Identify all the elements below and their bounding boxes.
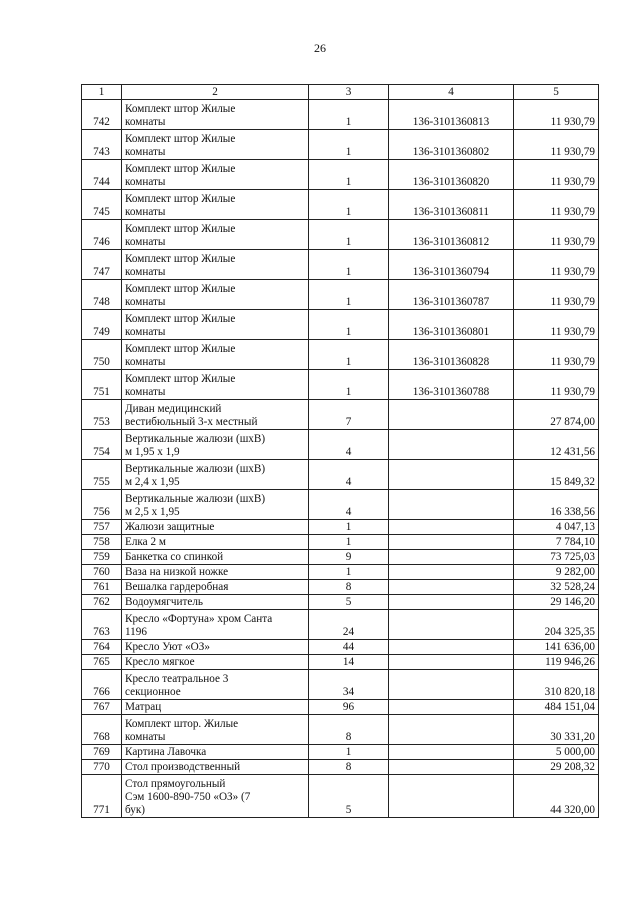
item-name-line: Вешалка гардеробная [125,581,229,593]
item-name-line: Матрац [125,701,162,713]
item-quantity: 1 [309,220,389,250]
item-name [122,565,309,580]
inventory-number [389,490,514,520]
inventory-number [389,760,514,775]
item-name-line: Сэм 1600-890-750 «ОЗ» (7 [125,791,251,803]
column-header: 4 [389,85,514,100]
row-number: 770 [82,760,122,775]
row-number: 753 [82,400,122,430]
inventory-number: 136-3101360828 [389,340,514,370]
item-name-line: Комплект штор. Жилые [125,718,239,730]
item-name-line: Жалюзи защитные [125,521,215,533]
row-number: 762 [82,595,122,610]
table-row [82,580,599,595]
table-row [82,550,599,565]
row-number: 758 [82,535,122,550]
row-number: 743 [82,130,122,160]
inventory-number [389,655,514,670]
inventory-number [389,745,514,760]
item-name [122,460,309,490]
inventory-number: 136-3101360788 [389,370,514,400]
item-name-line: комнаты [125,386,166,398]
item-name [122,595,309,610]
inventory-number: 136-3101360812 [389,220,514,250]
item-name-line: м 1,95 х 1,9 [125,446,180,458]
item-amount: 11 930,79 [514,190,599,220]
item-name-line: комнаты [125,296,166,308]
inventory-number [389,595,514,610]
item-quantity: 5 [309,595,389,610]
table-row [82,340,599,370]
item-name [122,130,309,160]
item-amount: 11 930,79 [514,310,599,340]
inventory-number [389,565,514,580]
row-number: 756 [82,490,122,520]
item-name-line: Кресло мягкое [125,656,195,668]
item-quantity: 1 [309,520,389,535]
row-number: 771 [82,775,122,818]
item-name [122,655,309,670]
item-name-line: Комплект штор Жилые [125,133,236,145]
inventory-number [389,640,514,655]
row-number: 767 [82,700,122,715]
row-number: 745 [82,190,122,220]
column-header: 1 [82,85,122,100]
inventory-number: 136-3101360802 [389,130,514,160]
item-name-line: Стол прямоугольный [125,778,226,790]
inventory-number [389,715,514,745]
item-name-line: Комплект штор Жилые [125,283,236,295]
item-amount: 119 946,26 [514,655,599,670]
item-quantity: 5 [309,775,389,818]
item-name-line: Комплект штор Жилые [125,103,236,115]
item-name-line: Комплект штор Жилые [125,253,236,265]
item-name [122,160,309,190]
row-number: 763 [82,610,122,640]
row-number: 759 [82,550,122,565]
item-amount: 29 146,20 [514,595,599,610]
item-name-line: комнаты [125,206,166,218]
table-row [82,775,599,818]
item-name [122,250,309,280]
row-number: 742 [82,100,122,130]
item-amount: 11 930,79 [514,340,599,370]
item-name [122,520,309,535]
item-name [122,430,309,460]
item-name-line: комнаты [125,116,166,128]
item-name-line: м 2,5 х 1,95 [125,506,180,518]
item-name-line: Вертикальные жалюзи (шхВ) [125,463,266,475]
table-row [82,595,599,610]
item-quantity: 1 [309,130,389,160]
table-row [82,760,599,775]
row-number: 747 [82,250,122,280]
table-row [82,160,599,190]
item-name [122,535,309,550]
inventory-number: 136-3101360811 [389,190,514,220]
item-amount: 11 930,79 [514,160,599,190]
item-name-line: Кресло Уют «ОЗ» [125,641,210,653]
table-row [82,640,599,655]
inventory-number: 136-3101360794 [389,250,514,280]
table-row [82,745,599,760]
row-number: 764 [82,640,122,655]
item-name-line: Стол производственный [125,761,241,773]
table-row [82,250,599,280]
item-amount: 141 636,00 [514,640,599,655]
item-name-line: комнаты [125,326,166,338]
item-quantity: 4 [309,430,389,460]
table-row [82,610,599,640]
item-name [122,775,309,818]
row-number: 766 [82,670,122,700]
item-quantity: 1 [309,340,389,370]
item-name-line: Кресло театральное 3 [125,673,229,685]
item-quantity: 4 [309,490,389,520]
item-name-line: Ваза на низкой ножке [125,566,229,578]
item-quantity: 1 [309,250,389,280]
item-name [122,610,309,640]
table-row [82,190,599,220]
item-name-line: Кресло «Фортуна» хром Санта [125,613,273,625]
item-name-line: Комплект штор Жилые [125,343,236,355]
table-row [82,370,599,400]
table-row [82,670,599,700]
item-quantity: 1 [309,370,389,400]
table-row [82,655,599,670]
item-name [122,100,309,130]
item-name-line: Елка 2 м [125,536,166,548]
item-amount: 11 930,79 [514,220,599,250]
table-row [82,490,599,520]
inventory-number [389,535,514,550]
item-name [122,490,309,520]
item-name-line: Комплект штор Жилые [125,193,236,205]
row-number: 769 [82,745,122,760]
row-number: 750 [82,340,122,370]
item-name-line: комнаты [125,146,166,158]
item-amount: 15 849,32 [514,460,599,490]
item-name-line: Комплект штор Жилые [125,313,236,325]
item-name-line: секционное [125,686,181,698]
item-name [122,745,309,760]
item-name-line: Картина Лавочка [125,746,207,758]
item-amount: 204 325,35 [514,610,599,640]
item-amount: 11 930,79 [514,250,599,280]
item-amount: 4 047,13 [514,520,599,535]
item-name-line: м 2,4 х 1,95 [125,476,180,488]
row-number: 754 [82,430,122,460]
table-body [82,100,599,818]
item-name-line: вестибюльный 3-х местный [125,416,258,428]
table-row [82,460,599,490]
item-name-line: Вертикальные жалюзи (шхВ) [125,433,266,445]
inventory-number [389,580,514,595]
item-amount: 11 930,79 [514,130,599,160]
item-quantity: 8 [309,760,389,775]
item-amount: 12 431,56 [514,430,599,460]
item-quantity: 7 [309,400,389,430]
inventory-number [389,550,514,565]
table-row [82,280,599,310]
inventory-number: 136-3101360813 [389,100,514,130]
row-number: 748 [82,280,122,310]
item-name-line: бук) [125,804,146,816]
table-row [82,535,599,550]
table-row [82,400,599,430]
item-name-line: комнаты [125,236,166,248]
item-name-line: Диван медицинский [125,403,222,415]
item-name [122,280,309,310]
table-row [82,220,599,250]
row-number: 755 [82,460,122,490]
item-name-line: Комплект штор Жилые [125,163,236,175]
column-header: 2 [122,85,309,100]
item-name-line: комнаты [125,731,166,743]
inventory-number: 136-3101360820 [389,160,514,190]
item-name-line: Комплект штор Жилые [125,223,236,235]
inventory-number [389,460,514,490]
inventory-number [389,700,514,715]
item-amount: 30 331,20 [514,715,599,745]
row-number: 760 [82,565,122,580]
item-amount: 7 784,10 [514,535,599,550]
item-name-line: Вертикальные жалюзи (шхВ) [125,493,266,505]
item-name-line: Комплект штор Жилые [125,373,236,385]
item-name-line: комнаты [125,266,166,278]
item-name [122,190,309,220]
table-row [82,565,599,580]
row-number: 757 [82,520,122,535]
item-name [122,580,309,595]
item-quantity: 1 [309,310,389,340]
row-number: 761 [82,580,122,595]
item-name [122,760,309,775]
item-amount: 32 528,24 [514,580,599,595]
item-name-line: комнаты [125,176,166,188]
item-quantity: 1 [309,100,389,130]
row-number: 744 [82,160,122,190]
item-amount: 310 820,18 [514,670,599,700]
inventory-number [389,520,514,535]
inventory-number [389,610,514,640]
item-name-line: Водоумягчитель [125,596,204,608]
item-quantity: 1 [309,190,389,220]
item-name-line: 1196 [125,626,147,638]
item-amount: 44 320,00 [514,775,599,818]
item-name [122,700,309,715]
item-quantity: 44 [309,640,389,655]
item-quantity: 14 [309,655,389,670]
item-name-line: Банкетка со спинкой [125,551,224,563]
item-amount: 29 208,32 [514,760,599,775]
row-number: 765 [82,655,122,670]
row-number: 746 [82,220,122,250]
row-number: 768 [82,715,122,745]
item-amount: 16 338,56 [514,490,599,520]
column-header: 3 [309,85,389,100]
table-row [82,715,599,745]
page-number: 26 [314,41,326,55]
item-amount: 11 930,79 [514,370,599,400]
table-row [82,520,599,535]
item-amount: 9 282,00 [514,565,599,580]
item-quantity: 9 [309,550,389,565]
item-quantity: 8 [309,580,389,595]
item-name [122,400,309,430]
item-quantity: 34 [309,670,389,700]
item-quantity: 1 [309,160,389,190]
item-amount: 73 725,03 [514,550,599,565]
item-amount: 484 151,04 [514,700,599,715]
item-quantity: 1 [309,280,389,310]
inventory-table [81,84,599,818]
inventory-number [389,775,514,818]
row-number: 749 [82,310,122,340]
inventory-number [389,670,514,700]
row-number: 751 [82,370,122,400]
item-quantity: 1 [309,745,389,760]
inventory-number: 136-3101360801 [389,310,514,340]
item-quantity: 4 [309,460,389,490]
inventory-number [389,400,514,430]
item-quantity: 1 [309,535,389,550]
item-quantity: 24 [309,610,389,640]
item-name [122,220,309,250]
table-row [82,310,599,340]
item-name [122,370,309,400]
item-quantity: 96 [309,700,389,715]
table-row [82,130,599,160]
column-header: 5 [514,85,599,100]
item-name [122,550,309,565]
item-amount: 5 000,00 [514,745,599,760]
table-row [82,430,599,460]
table-row [82,700,599,715]
inventory-number [389,430,514,460]
item-quantity: 1 [309,565,389,580]
item-quantity: 8 [309,715,389,745]
item-name [122,670,309,700]
item-name [122,640,309,655]
item-amount: 11 930,79 [514,280,599,310]
item-amount: 27 874,00 [514,400,599,430]
table-header-row [82,85,599,100]
item-name-line: комнаты [125,356,166,368]
table-row [82,100,599,130]
item-amount: 11 930,79 [514,100,599,130]
item-name [122,340,309,370]
item-name [122,715,309,745]
item-name [122,310,309,340]
inventory-number: 136-3101360787 [389,280,514,310]
